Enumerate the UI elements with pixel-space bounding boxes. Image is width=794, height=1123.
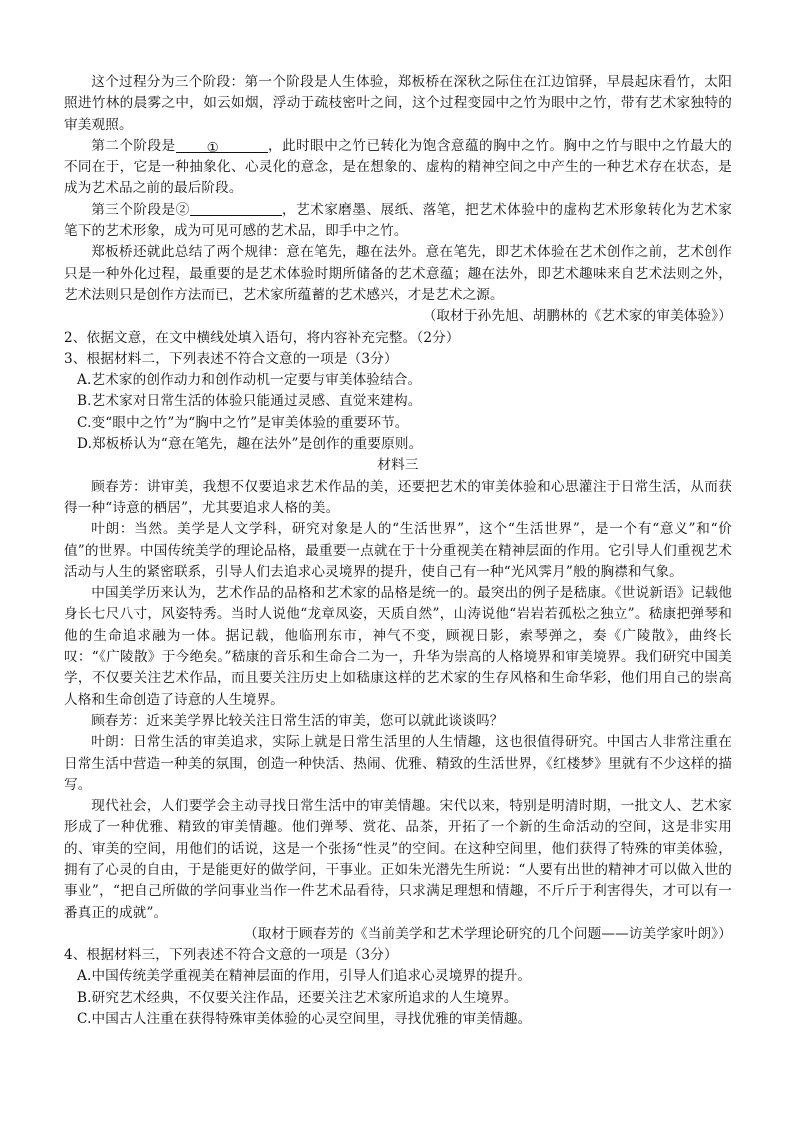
stage3-text: ，艺术家磨墨、展纸、落笔，把艺术体验中的虚构艺术形象转化为艺术家笔下的艺术形象，成为可见可感的艺术品，即手中之竹。: [64, 201, 732, 240]
stage2-text: ，此时眼中之竹已转化为饱含意蕴的胸中之竹。胸中之竹与眼中之竹最大的不同在于，它是一种抽象化、心灵化的意念，是在想象的、虚构的精神空间之中产生的一种艺术存在状态，是成为艺术品之前的最后阶段。: [64, 137, 732, 197]
stage3-prefix: 第三个阶段是②: [91, 201, 190, 218]
passage-source: （取材于孙先旭、胡鹏林的《艺术家的审美体验》）: [422, 308, 732, 325]
question-4-option-b: B.研究艺术经典，不仅要关注作品，还要关注艺术家所追求的人生境界。: [77, 989, 518, 1006]
question-4-option-c: C.中国古人注重在获得特殊审美体验的心灵空间里，寻找优雅的审美情趣。: [77, 1011, 532, 1028]
material-3-paragraph: 现代社会，人们要学会主动寻找日常生活中的审美情趣。宋代以来，特别是明清时期，一批文人、艺术家形成了一种优雅、精致的审美情趣。他们弹琴、赏花、品茶，开拓了一个新的生命活动的空间，这是非实用的、审美的空间，用他们的话说，这是一个张扬“性灵”的空间。在这种空间里，他们获得了特殊的审美体验，拥有了心灵的自由，于是能更好的做学问，干事业。正如朱光潜先生所说：“人要有出世的精神才可以做入世的事业”，“把自己所做的学问事业当作一件艺术品看待，只求满足理想和情趣，不斤斤于利害得失，才可以有一番真正的成就”。: [64, 798, 732, 921]
passage-paragraph-1: 这个过程分为三个阶段：第一个阶段是人生体验，郑板桥在深秋之际住在江边馆驿，早晨起床看竹，太阳照进竹林的晨雾之中，如云如烟，浮动于疏枝密叶之间，这个过程变园中之竹为眼中之竹，带有艺术家独特的审美观照。: [64, 74, 732, 133]
question-3-option-a: A.艺术家的创作动力和创作动机一定要与审美体验结合。: [77, 372, 422, 389]
material-3-paragraph: 中国美学历来认为，艺术作品的品格和艺术家的品格是统一的。最突出的例子是嵇康。《世说新语》记载他身长七尺八寸，风姿特秀。当时人说他“龙章凤姿，天质自然”，山涛说他“岩岩若孤松之独立”。嵇康把弹琴和他的生命追求融为一体。据记载，他临刑东市，神气不变，顾视日影，索琴弹之，奏《广陵散》，曲终长叹：“《广陵散》于今绝矣。”嵇康的音乐和生命合二为一，升华为崇高的人格境界和审美境界。我们研究中国美学，不仅要关注艺术作品，而且要关注历史上如嵇康这样的艺术家的生存风格和生命华彩，他们用自己的崇高人格和生命创造了诗意的人生境界。: [64, 585, 732, 708]
question-3-stem: 3、根据材料二，下列表述不符合文意的一项是（3分）: [64, 350, 398, 367]
material-3-paragraph: 叶朗：当然。美学是人文学科，研究对象是人的“生活世界”，这个“生活世界”，是一个有“意义”和“价值”的世界。中国传统美学的理论品格，最重要一点就在于十分重视美在精神层面的作用。它引导人们重视艺术活动与人生的紧密联系，引导人们去追求心灵境界的提升，使自己有一种“光风霁月”般的胸襟和气象。: [64, 521, 732, 580]
passage-paragraph-2: [64, 136, 732, 200]
passage-paragraph-4: 郑板桥还就此总结了两个规律：意在笔先，趣在法外。意在笔先，即艺术体验在艺术创作之前，艺术创作只是一种外化过程，最重要的是艺术体验时期所储备的艺术意蕴；趣在法外，即艺术趣味来自艺术法则之外，艺术法则只是创作方法而已，艺术家所蕴蓄的艺术感兴，才是艺术之源。: [64, 244, 732, 303]
question-3-option-b: B.艺术家对日常生活的体验只能通过灵感、直觉来建构。: [77, 393, 422, 410]
question-4-option-a: A.中国传统美学重视美在精神层面的作用，引导人们追求心灵境界的提升。: [77, 968, 532, 985]
question-3-option-c: C.变“眼中之竹”为“胸中之竹”是审美体验的重要环节。: [77, 414, 409, 431]
material-3-title: 材料三: [377, 457, 419, 474]
blank-marker-1: ①: [206, 139, 219, 156]
fill-blank-2: [190, 201, 282, 216]
passage-paragraph-3: [64, 200, 732, 243]
question-3-option-d: D.郑板桥认为“意在笔先，趣在法外”是创作的重要原则。: [77, 436, 423, 453]
material-3-paragraph: 顾春芳：近来美学界比较关注日常生活的审美，您可以就此谈谈吗？: [91, 712, 504, 729]
fill-blank-1: [176, 138, 268, 156]
material-3-source: （取材于顾春芳的《当前美学和艺术学理论研究的几个问题——访美学家叶朗》）: [244, 925, 732, 942]
question-4-stem: 4、根据材料三，下列表述不符合文意的一项是（3分）: [64, 947, 398, 964]
document-page: [64, 72, 732, 1030]
stage2-prefix: 第二个阶段是: [91, 137, 176, 154]
material-3-paragraph: 顾春芳：讲审美，我想不仅要追求艺术作品的美，还要把艺术的审美体验和心思灌注于日常生活，从而获得一种“诗意的栖居”，尤其要追求人格的美。: [64, 478, 732, 516]
question-2: 2、依据文意，在文中横线处填入语句，将内容补充完整。（2分）: [64, 329, 460, 346]
material-3-paragraph: 叶朗：日常生活的审美追求，实际上就是日常生活里的人生情趣，这也很值得研究。中国古人非常注重在日常生活中营造一种美的氛围，创造一种快活、热闹、优雅、精致的生活世界，《红楼梦》里就有不少这样的描写。: [64, 734, 732, 793]
